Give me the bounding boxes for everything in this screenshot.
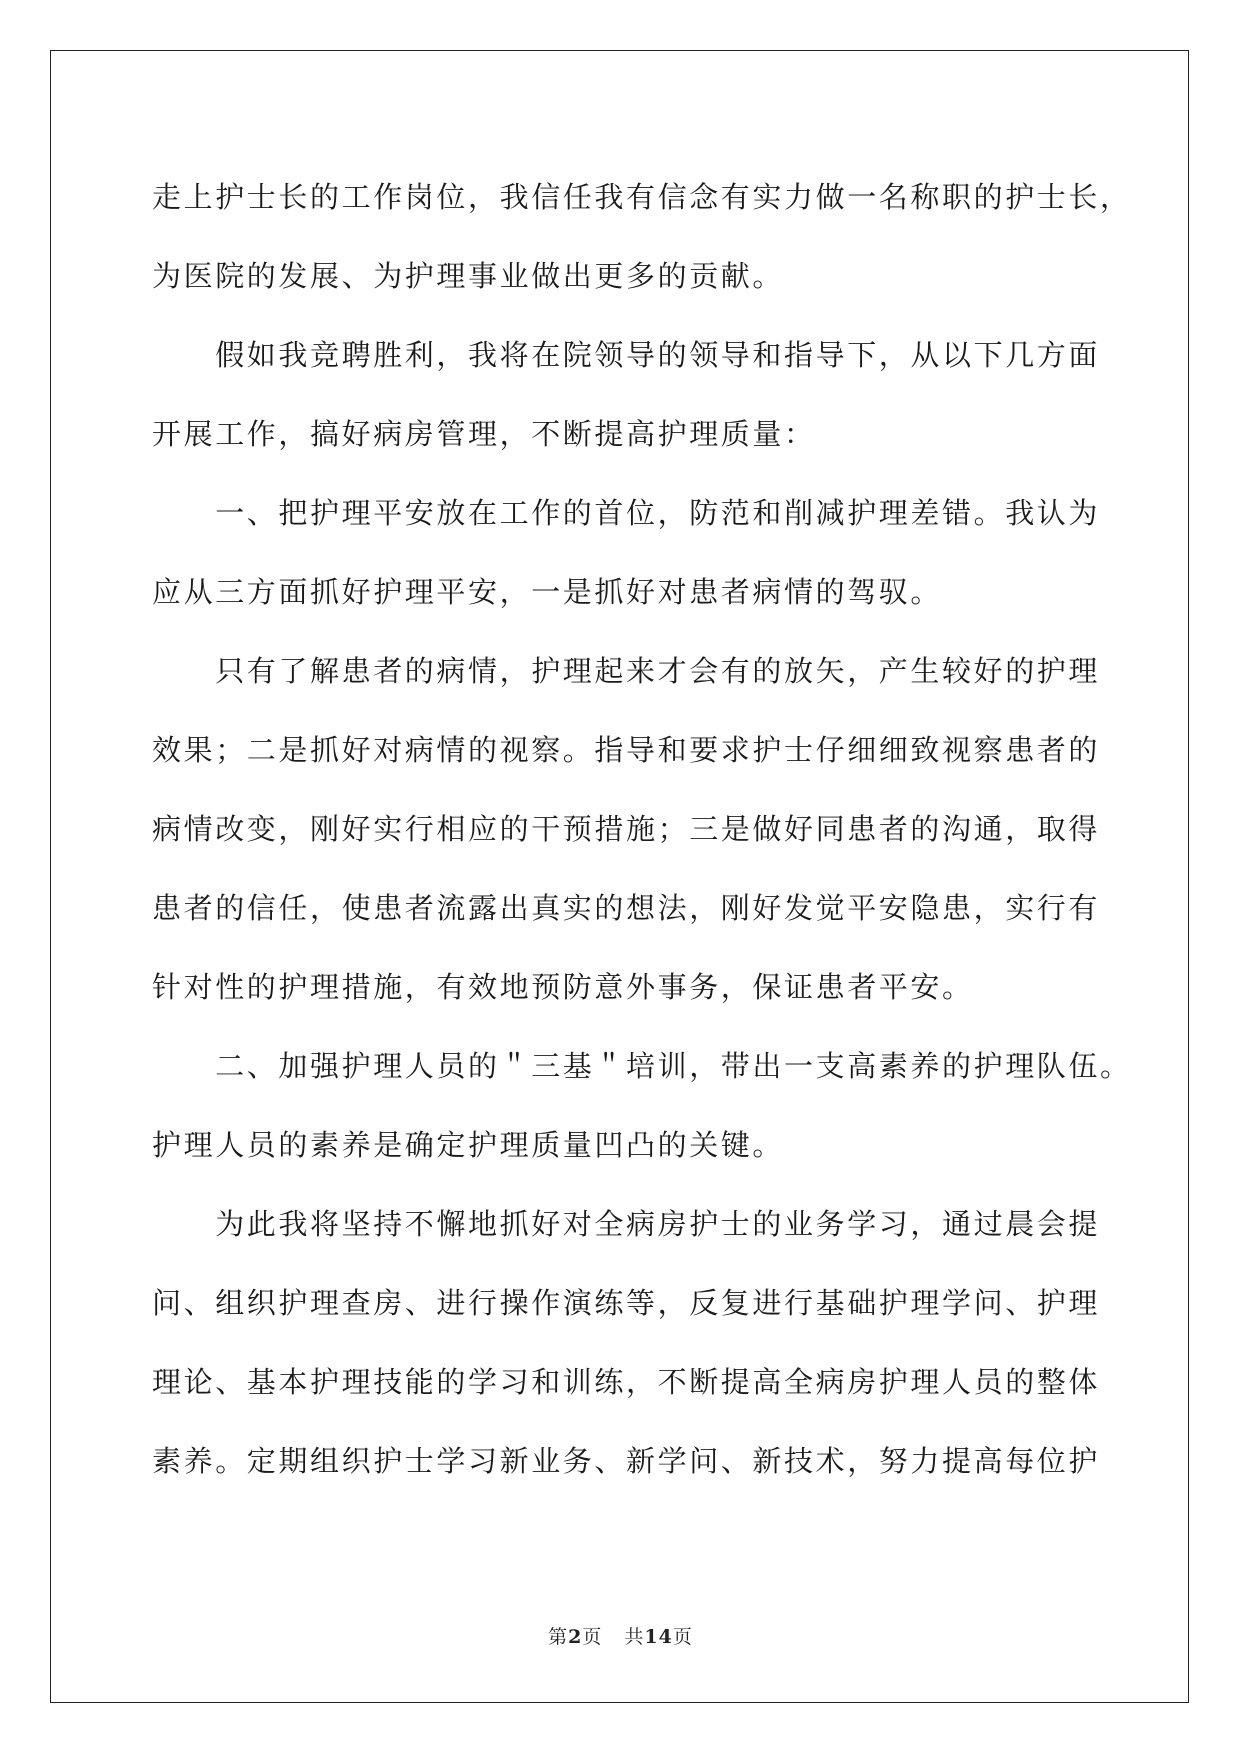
page-suffix: 页 <box>582 1626 603 1648</box>
text-line: 只有了解患者的病情，护理起来才会有的放矢，产生较好的护理 <box>152 654 1101 688</box>
total-suffix: 页 <box>672 1626 693 1648</box>
document-body <box>152 158 1132 1501</box>
text-line: 为此我将坚持不懈地抓好对全病房护士的业务学习，通过晨会提 <box>152 1207 1101 1241</box>
text-line: 二、加强护理人员的＂三基＂培训，带出一支高素养的护理队伍。 <box>152 1049 1132 1083</box>
text-line: 病情改变，刚好实行相应的干预措施；三是做好同患者的沟通，取得 <box>152 812 1101 846</box>
text-line: 问、组织护理查房、进行操作演练等，反复进行基础护理学问、护理 <box>152 1286 1101 1320</box>
text-line: 为医院的发展、为护理事业做出更多的贡献。 <box>152 259 785 293</box>
total-prefix: 共 <box>624 1626 645 1648</box>
page-number: 2 <box>568 1626 583 1648</box>
text-line: 理论、基本护理技能的学习和训练，不断提高全病房护理人员的整体 <box>152 1365 1101 1399</box>
total-pages: 14 <box>644 1626 673 1648</box>
text-line: 效果；二是抓好对病情的视察。指导和要求护士仔细细致视察患者的 <box>152 733 1101 767</box>
text-line: 一、把护理平安放在工作的首位，防范和削减护理差错。我认为 <box>152 496 1101 530</box>
text-line: 针对性的护理措施，有效地预防意外事务，保证患者平安。 <box>152 970 974 1004</box>
text-line: 开展工作，搞好病房管理，不断提高护理质量： <box>152 417 816 451</box>
page-prefix: 第 <box>548 1626 569 1648</box>
text-line: 素养。定期组织护士学习新业务、新学问、新技术，努力提高每位护 <box>152 1444 1101 1478</box>
text-line: 患者的信任，使患者流露出真实的想法，刚好发觉平安隐患，实行有 <box>152 891 1101 925</box>
text-line: 应从三方面抓好护理平安，一是抓好对患者病情的驾驭。 <box>152 575 943 609</box>
text-line: 假如我竞聘胜利，我将在院领导的领导和指导下，从以下几方面 <box>152 338 1101 372</box>
text-line: 护理人员的素养是确定护理质量凹凸的关键。 <box>152 1128 785 1162</box>
page-footer <box>0 1622 1241 1649</box>
text-line: 走上护士长的工作岗位，我信任我有信念有实力做一名称职的护士长， <box>152 180 1132 214</box>
